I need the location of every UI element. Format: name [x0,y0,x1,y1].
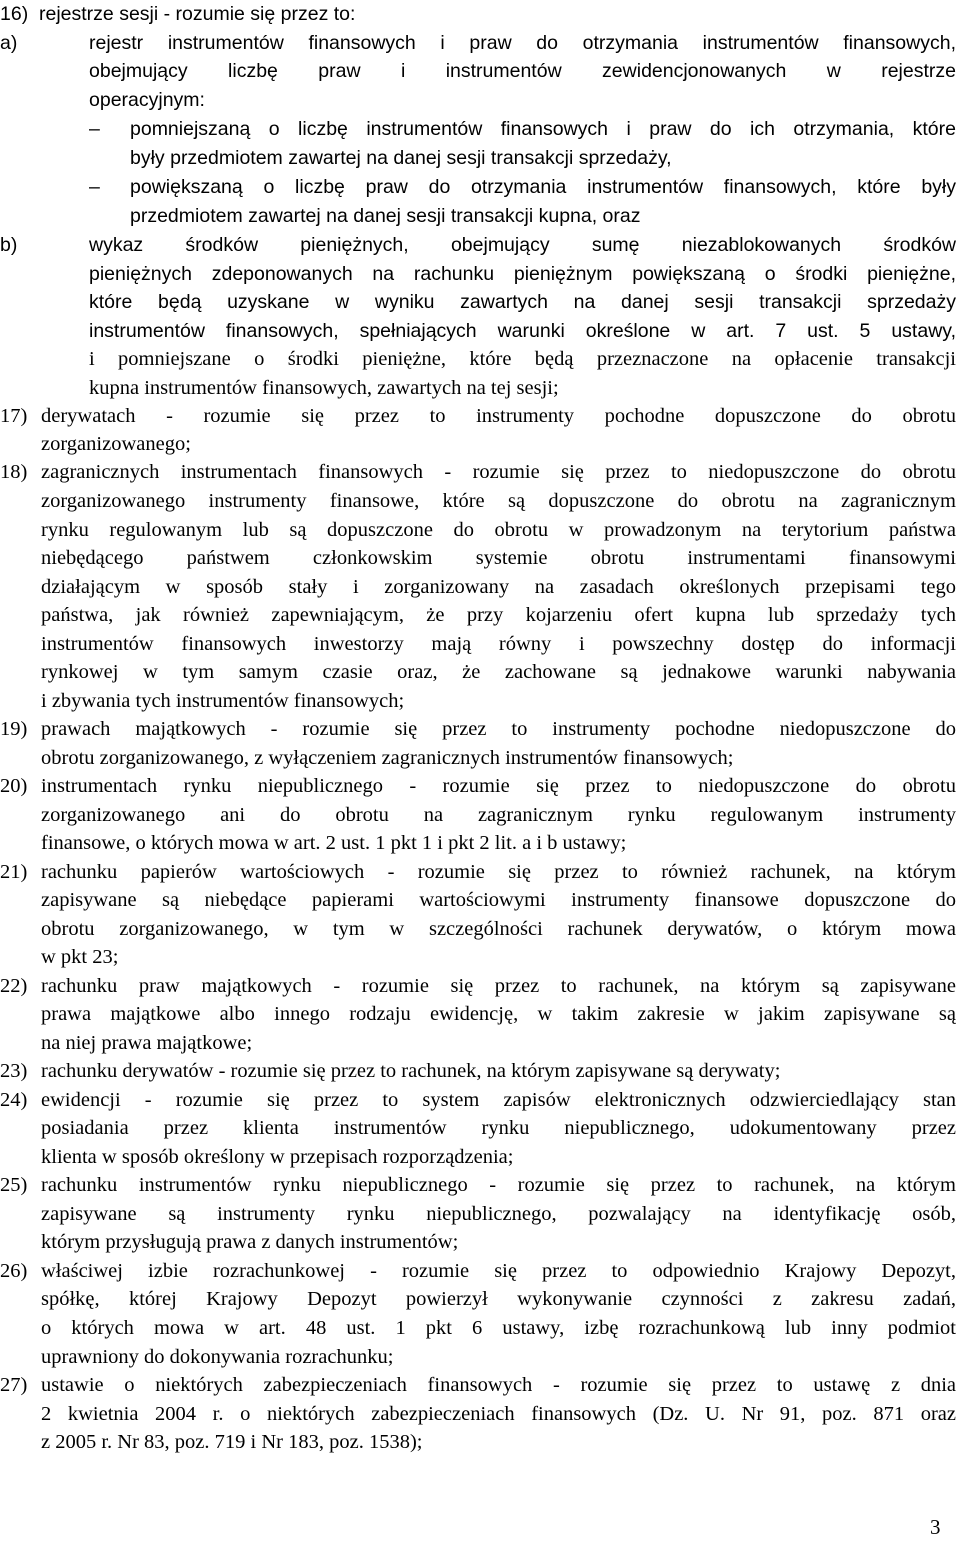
item-number: 16) [0,3,29,25]
item-number: 22) [0,975,28,997]
item-text-line: finansowe, o których mowa w art. 2 ust. 1 pkt 1 i pkt 2 lit. a i b ustawy; [41,832,627,854]
item-text-line: o których mowa w art. 48 ust. 1 pkt 6 ustawy, izbę rozrachunkową lub inny podmiot [41,1317,956,1339]
item-text-line: zorganizowanego ani do obrotu na zagranicznym rynku regulowanym instrumenty [41,804,956,826]
item-text-line: uprawniony do dokonywania rozrachunku; [41,1346,394,1368]
item-text-line: obrotu zorganizowanego, w tym w szczególności rachunek derywatów, o którym mowa [41,918,956,940]
item-text-line: zagranicznych instrumentach finansowych - rozumie się przez to niedopuszczone do obrotu [41,461,956,483]
sub-item-label-a: a) [0,32,18,54]
item-text-line: derywatach - rozumie się przez to instrumenty pochodne dopuszczone do obrotu [41,405,956,427]
sub-item-b-line: instrumentów finansowych, spełniających warunki określone w art. 7 ust. 5 ustawy, [89,320,956,342]
sub-item-b-line: i pomniejszane o środki pieniężne, które będą przeznaczone na opłacenie transakcji [89,348,956,370]
item-16-intro: rejestrze sesji - rozumie się przez to: [39,3,356,25]
dash-item-line: przedmiotem zawartej na danej sesji transakcji kupna, oraz [130,205,641,227]
item-text-line: w pkt 23; [41,946,119,968]
item-number: 25) [0,1174,28,1196]
item-text-line: klienta w sposób określony w przepisach rozporządzenia; [41,1146,514,1168]
item-number: 27) [0,1374,28,1396]
item-text-line: którym przysługują prawa z danych instrumentów; [41,1231,459,1253]
item-text-line: państwa, jak również zapewniającym, że przy kojarzeniu ofert kupna lub sprzedaży tych [41,604,956,626]
item-number: 19) [0,718,28,740]
item-number: 18) [0,461,28,483]
item-number: 21) [0,861,28,883]
sub-item-a-line: rejestr instrumentów finansowych i praw do otrzymania instrumentów finansowych, [89,32,956,54]
item-number: 23) [0,1060,28,1082]
dash-item-line: powiększaną o liczbę praw do otrzymania instrumentów finansowych, które były [130,176,956,198]
item-text-line: z 2005 r. Nr 83, poz. 719 i Nr 183, poz. 1538); [41,1431,423,1453]
sub-item-a-line: operacyjnym: [89,89,205,111]
item-text-line: na niej prawa majątkowe; [41,1032,253,1054]
sub-item-label-b: b) [0,234,18,256]
item-text-line: prawach majątkowych - rozumie się przez to instrumenty pochodne niedopuszczone do [41,718,956,740]
item-text-line: zapisywane są niebędące papierami wartościowymi instrumenty finansowe dopuszczone do [41,889,956,911]
item-text-line: instrumentach rynku niepublicznego - rozumie się przez to niedopuszczone do obrotu [41,775,956,797]
item-text-line: zorganizowanego instrumenty finansowe, które są dopuszczone do obrotu na zagranicznym [41,490,956,512]
item-number: 17) [0,405,28,427]
item-text-line: rachunku papierów wartościowych - rozumie się przez to również rachunek, na którym [41,861,956,883]
item-text-line: prawa majątkowe albo innego rodzaju ewidencję, w takim zakresie w jakim zapisywane są [41,1003,956,1025]
item-text-line: rachunku instrumentów rynku niepublicznego - rozumie się przez to rachunek, na którym [41,1174,956,1196]
dash-item-line: były przedmiotem zawartej na danej sesji transakcji sprzedaży, [130,147,672,169]
dash-item-line: pomniejszaną o liczbę instrumentów finansowych i praw do ich otrzymania, które [130,118,956,140]
item-text-line: i zbywania tych instrumentów finansowych; [41,690,405,712]
item-number: 26) [0,1260,28,1282]
dash-marker: – [89,118,100,140]
item-text-line: ewidencji - rozumie się przez to system zapisów elektronicznych odzwierciedlający stan [41,1089,956,1111]
item-number: 20) [0,775,28,797]
dash-marker: – [89,176,100,198]
item-text-line: zorganizowanego; [41,433,191,455]
item-number: 24) [0,1089,28,1111]
item-text-line: działającym w sposób stały i zorganizowany na zasadach określonych przepisami tego [41,576,956,598]
item-text-line: niebędącego państwem członkowskim systemie obrotu instrumentami finansowymi [41,547,956,569]
sub-item-b-line: wykaz środków pieniężnych, obejmujący sumę niezablokowanych środków [89,234,956,256]
item-text-line: właściwej izbie rozrachunkowej - rozumie się przez to odpowiednio Krajowy Depozyt, [41,1260,956,1282]
sub-item-b-line: które będą uzyskane w wyniku zawartych na danej sesji transakcji sprzedaży [89,291,956,313]
item-text-line: posiadania przez klienta instrumentów rynku niepublicznego, udokumentowany przez [41,1117,956,1139]
item-text-line: spółkę, której Krajowy Depozyt powierzył wykonywanie czynności z zakresu zadań, [41,1288,956,1310]
item-text-line: rynku regulowanym lub są dopuszczone do obrotu w prowadzonym na terytorium państwa [41,519,956,541]
sub-item-b-line: kupna instrumentów finansowych, zawartych na tej sesji; [89,377,559,399]
item-text-line: rynkowej w tym samym czasie oraz, że zachowane są jednakowe warunki nabywania [41,661,956,683]
item-text-line: 2 kwietnia 2004 r. o niektórych zabezpieczeniach finansowych (Dz. U. Nr 91, poz. 871 oraz [41,1403,956,1425]
item-text-line: obrotu zorganizowanego, z wyłączeniem zagranicznych instrumentów finansowych; [41,747,734,769]
page-number: 3 [930,1515,941,1539]
item-text-line: rachunku derywatów - rozumie się przez to rachunek, na którym zapisywane są derywaty; [41,1060,781,1082]
item-text-line: instrumentów finansowych inwestorzy mają równy i powszechny dostęp do informacji [41,633,956,655]
sub-item-b-line: pieniężnych zdeponowanych na rachunku pieniężnym powiększaną o środki pieniężne, [89,263,956,285]
item-text-line: rachunku praw majątkowych - rozumie się przez to rachunek, na którym są zapisywane [41,975,956,997]
item-text-line: ustawie o niektórych zabezpieczeniach finansowych - rozumie się przez to ustawę z dnia [41,1374,956,1396]
sub-item-a-line: obejmujący liczbę praw i instrumentów zewidencjonowanych w rejestrze [89,60,956,82]
item-text-line: zapisywane są instrumenty rynku niepublicznego, pozwalający na identyfikację osób, [41,1203,956,1225]
